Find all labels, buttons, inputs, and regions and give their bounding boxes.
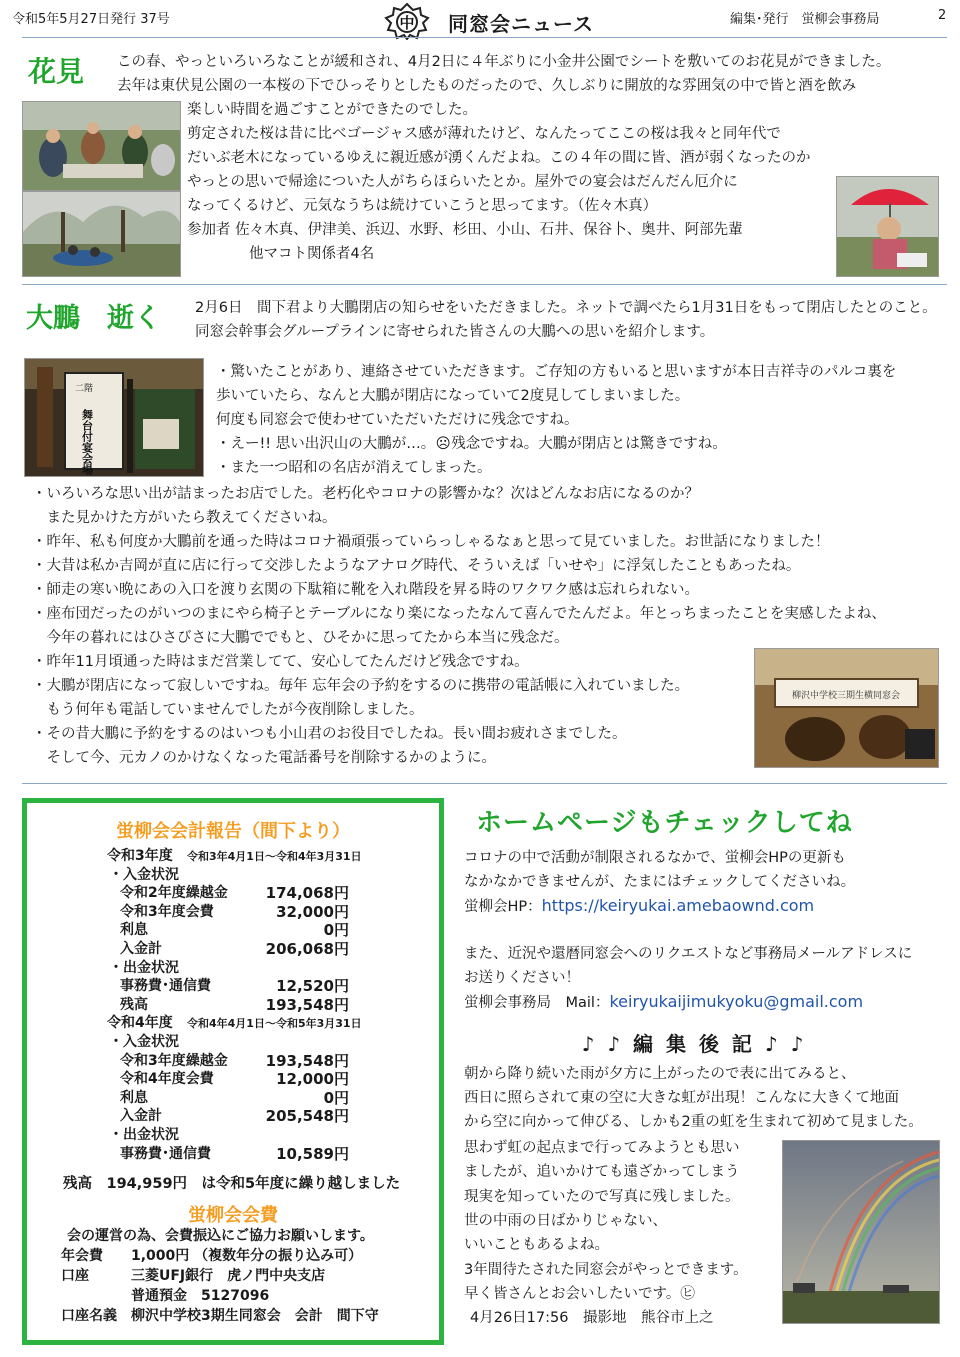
hanami-text-line: 他マコト関係者4名 xyxy=(249,246,375,262)
accounting-row-label: 令和2年度繰越金 xyxy=(120,885,228,902)
accounting-row-label: ・入金状況 xyxy=(109,1034,179,1050)
hanami-photo-1 xyxy=(22,101,181,191)
accounting-row-label: 令和4年度 xyxy=(107,1015,173,1032)
accounting-row-label: 事務費･通信費 xyxy=(120,978,211,995)
fee-title: 蛍柳会会費 xyxy=(188,1205,278,1226)
accounting-row-value: 10,589円 xyxy=(276,1144,349,1163)
homepage-text-1: コロナの中で活動が制限されるなかで、蛍柳会HPの更新も xyxy=(464,850,846,866)
request-text-1: また、近況や還暦同窓会へのリクエストなど事務局メールアドレスに xyxy=(464,946,913,962)
accounting-row-label: 入金計 xyxy=(120,941,162,957)
accounting-row-label: 令和3年度会費 xyxy=(120,903,214,920)
taiho-comment-line: ・その昔大鵬に予約をするのはいつも小山君のお役目でしたね。長い間お疲れさまでした。 xyxy=(32,726,627,742)
hanami-text-line: 去年は東伏見公園の一本桜の下でひっそりとしたものだったので、久しぶりに開放的な雰囲気の中で皆と酒を飲み xyxy=(117,78,857,94)
school-emblem-icon xyxy=(384,2,430,40)
accounting-row-value: 174,068円 xyxy=(265,884,349,903)
homepage-text-2: なかなかできませんが、たまにはチェックしてくださいね。 xyxy=(464,874,856,890)
hanami-text-line: 参加者 佐々木真、伊津美、浜辺、水野、杉田、小山、石井、保谷卜、奥井、阿部先輩 xyxy=(187,222,743,238)
accounting-row-label: ・入金状況 xyxy=(109,866,179,883)
postscript-narrow-line: ましたが、追いかけても遠ざかってしまう xyxy=(464,1164,740,1181)
umbrella-photo xyxy=(836,176,939,277)
hanami-text-line: やっとの思いで帰途についた人がちらほらいたとか。屋外での宴会はだんだん厄介に xyxy=(187,174,738,190)
taiho-upper-line: ・驚いたことがあり、連絡させていただきます。ご存知の方もいると思いますが本日吉祥寺のパルコ裏を xyxy=(216,364,897,380)
taiho-comment-line: そして今、元カノのかけなくなった電話番号を削除するかのように。 xyxy=(32,750,496,766)
homepage-link-row xyxy=(464,894,814,919)
publisher: 編集･発行 蛍柳会事務局 xyxy=(730,12,880,27)
homepage-heading: ホームページもチェックしてね xyxy=(476,808,853,838)
accounting-row-value: 205,548円 xyxy=(265,1107,349,1126)
taiho-comment-line: ・昨年11月頃通った時はまだ営業してて、安心してたんだけど残念ですね。 xyxy=(32,654,529,670)
hanami-heading: 花見 xyxy=(28,55,85,88)
accounting-row-label: ・出金状況 xyxy=(109,959,179,976)
sign-small-text: 二階 xyxy=(75,384,94,394)
rainbow-photo xyxy=(782,1140,940,1324)
accounting-row-label: 令和3年度 xyxy=(107,848,173,864)
taiho-comment-line: ・昨年、私も何度か大鵬前を通った時はコロナ禍頑張っていらっしゃるなぁと思って見ていました。お世話になりました！ xyxy=(32,534,830,550)
svg-text:中: 中 xyxy=(399,14,415,32)
fee-line: 口座名義 柳沢中学校3期生同窓会 会計 間下守 xyxy=(61,1308,379,1324)
fee-line: 口座 三菱UFJ銀行 虎ノ門中央支店 xyxy=(61,1268,326,1284)
section-divider-2 xyxy=(22,783,947,784)
taiho-comment-line: もう何年も電話していませんでしたが今夜削除しました。 xyxy=(32,702,424,718)
banner-text: 柳沢中学校三期生横同窓会 xyxy=(791,691,901,701)
accounting-row-value: 0円 xyxy=(323,921,349,940)
taiho-sad-line xyxy=(216,432,727,456)
request-text-2: お送りください！ xyxy=(464,970,580,986)
accounting-row-value: 12,520円 xyxy=(276,977,349,996)
fee-line: 会の運営の為、会費振込にご協力お願いします。 xyxy=(67,1228,374,1244)
taiho-comment-line: ・大昔は私か吉岡が直に店に行って交渉したようなアナログ時代、そういえば「いせや」に浮気したこともあったね。 xyxy=(32,558,801,574)
mail-address-link[interactable]: keiryukaijimukyoku@gmail.com xyxy=(609,992,864,1011)
taiho-comment-line: ・いろいろな思い出が詰まったお店でした。老朽化やコロナの影響かな？次はどんなお店になるのか？ xyxy=(32,486,699,502)
accounting-row-value: 193,548円 xyxy=(265,995,349,1014)
taiho-comment-line: ・師走の寒い晩にあの入口を渡り玄関の下駄箱に靴を入れ階段を昇る時のワクワク感は忘れられない。 xyxy=(32,582,699,598)
section-divider-1 xyxy=(22,284,947,285)
taiho-storefront-photo xyxy=(24,358,204,477)
accounting-title: 蛍柳会会計報告（間下より） xyxy=(116,821,350,842)
taiho-intro-2: 同窓会幹事会グループラインに寄せられた皆さんの大鵬への思いを紹介します。 xyxy=(195,324,715,340)
accounting-row-value: 206,068円 xyxy=(265,940,349,958)
mail-label: 蛍柳会事務局 Mail： xyxy=(464,995,610,1011)
newsletter-title: 同窓会ニュース xyxy=(448,12,594,36)
accounting-box xyxy=(22,798,444,1345)
postscript-narrow-line: 思わず虹の起点まで行ってみようとも思い xyxy=(464,1140,740,1156)
hanami-text-line: 剪定された桜は昔に比べゴージャス感が薄れたけど、なんたってここの桜は我々と同年代で xyxy=(187,126,781,142)
hanami-photo-2 xyxy=(22,191,181,277)
taiho-sad-line-a: ・えー!! 思い出沢山の大鵬が…。 xyxy=(216,436,436,452)
taiho-comment-line: 今年の暮れにはひさびさに大鵬ででもと、ひそかに思ってたから本当に残念だ。 xyxy=(32,630,569,646)
hp-url-link[interactable]: https://keiryukai.amebaownd.com xyxy=(541,896,815,915)
taiho-intro-1: 2月6日 間下君より大鵬閉店の知らせをいただきました。ネットで調べたら1月31日をもって閉店したとのこと。 xyxy=(195,300,937,316)
postscript-narrow-line: 3年間待たされた同窓会がやっとできます。 xyxy=(464,1261,748,1278)
taiho-upper-line: 何度も同窓会で使わせていただいただけに残念ですね。 xyxy=(216,412,579,428)
taiho-comment-line: また見かけた方がいたら教えてくださいね。 xyxy=(32,510,337,526)
hanami-text-line: だいぶ老木になっているゆえに親近感が湧くんだよね。この４年の間に皆、酒が弱くなったのか xyxy=(187,150,811,166)
reunion-hall-photo xyxy=(754,648,939,768)
accounting-row-label: 令和4年度会費 xyxy=(120,1071,214,1088)
fee-line: 普通預金 5127096 xyxy=(61,1288,270,1304)
hanami-text-line: なってくるけど、元気なうちは続けていこうと思ってます。（佐々木真） xyxy=(187,198,658,214)
photo-caption: 4月26日17:56 撮影地 熊谷市上之 xyxy=(470,1310,714,1326)
accounting-period: 令和4年4月1日～令和5年3月31日 xyxy=(187,1017,362,1031)
postscript-narrow-line: いいこともあるよね。 xyxy=(464,1237,609,1254)
taiho-heading: 大鵬 逝く xyxy=(26,303,161,334)
postscript-heading: ♪ ♪ 編 集 後 記 ♪ ♪ xyxy=(581,1032,807,1056)
accounting-row-value: 12,000円 xyxy=(276,1070,349,1089)
accounting-row-label: ・出金状況 xyxy=(109,1127,179,1143)
taiho-sad-line-b: 残念ですね。大鵬が閉店とは驚きですね。 xyxy=(451,436,727,452)
postscript-narrow-line: 現実を知っていたので写真に残しました。 xyxy=(464,1188,740,1205)
page-number: 2 xyxy=(938,8,947,23)
hanami-text-line: この春、やっといろいろなことが緩和され、4月2日に４年ぶりに小金井公園でシートを敷いてのお花見ができました。 xyxy=(117,54,891,70)
header-divider xyxy=(22,37,947,38)
accounting-row-label: 利息 xyxy=(120,922,148,939)
fee-line: 年会費 1,000円 （複数年分の振り込み可） xyxy=(61,1248,363,1264)
sign-text: 舞台付宴会場 xyxy=(80,409,94,475)
accounting-period: 令和3年4月1日～令和4年3月31日 xyxy=(187,850,362,863)
taiho-comment-line: ・大鵬が閉店になって寂しいですね。毎年 忘年会の予約をするのに携帯の電話帳に入れていました。 xyxy=(32,678,690,694)
postscript-line: 朝から降り続いた雨が夕方に上がったので表に出てみると、 xyxy=(464,1066,856,1082)
mail-row xyxy=(464,990,863,1015)
accounting-row-label: 残高 xyxy=(120,996,148,1013)
hanami-text-line: 楽しい時間を過ごすことができたのでした。 xyxy=(187,102,477,118)
hp-label: 蛍柳会HP： xyxy=(464,899,542,915)
accounting-row-label: 事務費･通信費 xyxy=(120,1145,211,1162)
postscript-line: 西日に照らされて東の空に大きな虹が出現！こんなに大きくて地面 xyxy=(464,1090,899,1106)
postscript-line: から空に向かって伸びる、しかも2重の虹を生まれて初めて見ました。 xyxy=(464,1114,923,1130)
accounting-row-label: 令和3年度繰越金 xyxy=(120,1052,228,1069)
accounting-row-value: 32,000円 xyxy=(276,902,349,921)
issue-date: 令和5年5月27日発行 37号 xyxy=(12,12,170,27)
postscript-narrow-line: 世の中雨の日ばかりじゃない、 xyxy=(464,1212,667,1229)
sad-face-icon: ☹ xyxy=(435,436,451,452)
taiho-comment-line: ・座布団だったのがいつのまにやら椅子とテーブルになり楽になったなんて喜んでたんだよ。年とっちまったことを実感したよね、 xyxy=(32,606,886,622)
accounting-row-value: 193,548円 xyxy=(265,1051,349,1070)
accounting-row-label: 入金計 xyxy=(120,1108,162,1125)
taiho-upper-line: 歩いていたら、なんと大鵬が閉店になっていて2度見してしまいました。 xyxy=(216,388,690,404)
accounting-row-value: 0円 xyxy=(323,1088,349,1107)
taiho-upper-last: ・また一つ昭和の名店が消えてしまった。 xyxy=(216,460,492,476)
accounting-row-label: 利息 xyxy=(120,1089,148,1106)
balance-carryover: 残高 194,959円 は令和5年度に繰り越しました xyxy=(63,1176,401,1192)
postscript-narrow-line: 早く皆さんとお会いしたいです。㋪ xyxy=(464,1285,695,1302)
